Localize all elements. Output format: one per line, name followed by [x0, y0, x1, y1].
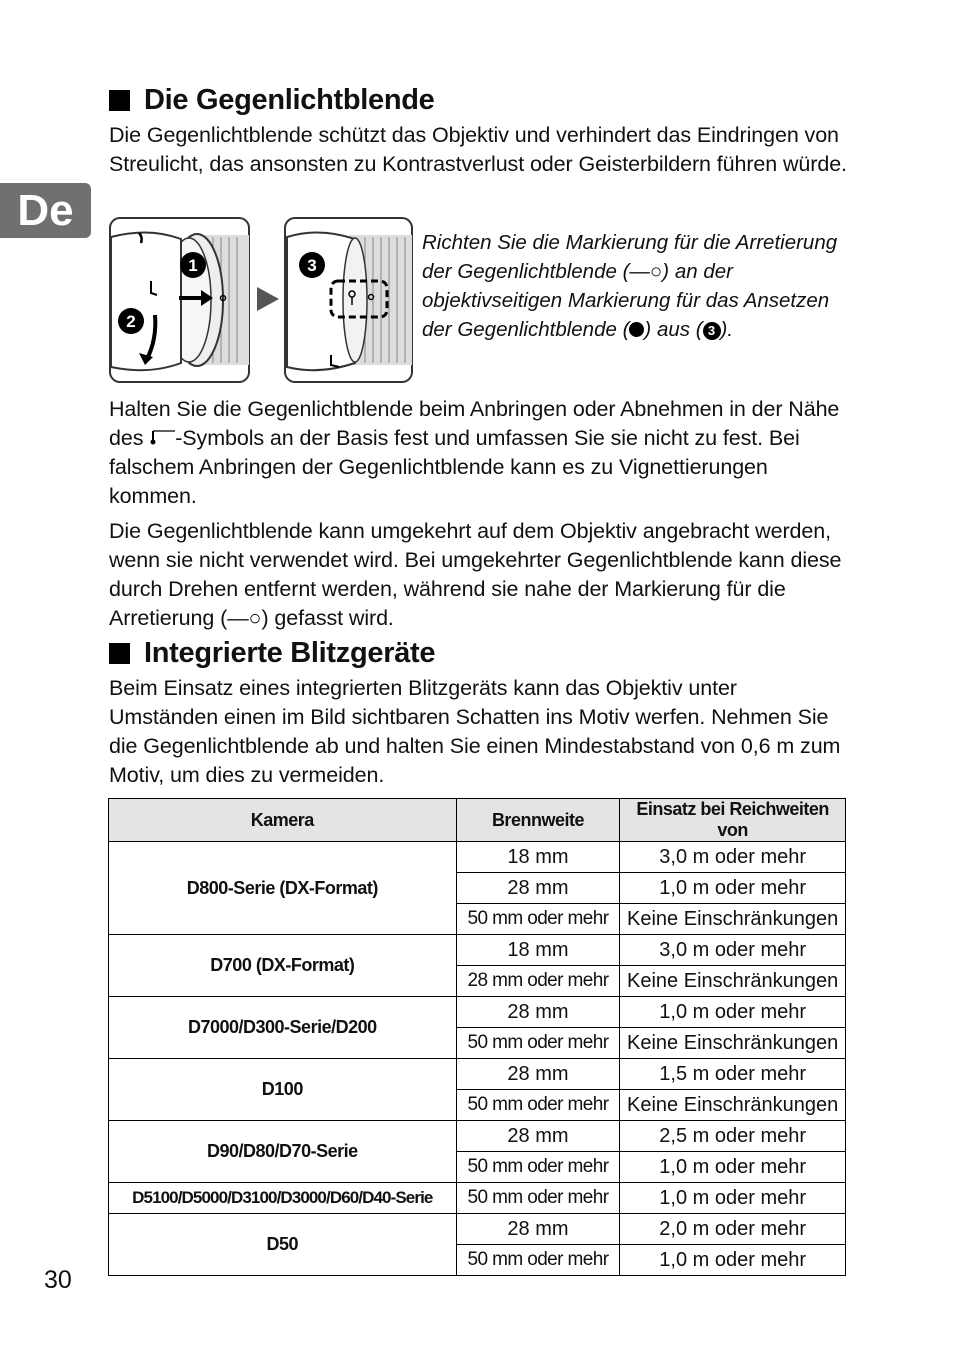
range-cell: 1,0 m oder mehr	[620, 873, 846, 904]
step-label: 1	[188, 256, 198, 275]
range-cell: 2,5 m oder mehr	[620, 1121, 846, 1152]
paragraph-text: Halten Sie die Gegenlichtblende beim Anbringen oder Abnehmen in der Nähe des	[109, 397, 840, 450]
focal-length-cell: 50 mm oder mehr	[456, 1090, 620, 1121]
camera-cell: D7000/D300-Serie/D200	[109, 997, 457, 1059]
focal-length-cell: 28 mm	[456, 997, 620, 1028]
focal-length-cell: 50 mm oder mehr	[456, 1152, 620, 1183]
column-header-camera: Kamera	[109, 799, 457, 842]
focal-length-cell: 50 mm oder mehr	[456, 1183, 620, 1214]
caption-text: Richten Sie die Markierung für die Arretierung der Gegenlichtblende (—○) an der objektivseitigen Markierung für das Ansetzen der Gegenlichtblende (	[422, 231, 838, 341]
camera-cell: D5100/D5000/D3100/D3000/D60/D40-Serie	[109, 1183, 457, 1214]
range-cell: 1,0 m oder mehr	[620, 1152, 846, 1183]
language-tab: De	[0, 183, 91, 238]
focal-length-cell: 50 mm oder mehr	[456, 1028, 620, 1059]
section-heading-builtin-flash	[109, 637, 435, 670]
table-row	[109, 997, 846, 1028]
filled-circle-icon	[629, 322, 644, 337]
column-header-range: Einsatz bei Reichweiten von	[620, 799, 846, 842]
focal-length-cell: 50 mm oder mehr	[456, 904, 620, 935]
lens-hood-intro: Die Gegenlichtblende schützt das Objektiv und verhindert das Eindringen von Streulicht, das ansonsten zu Kontrastverlust oder Geisterbildern führen würde.	[109, 123, 847, 176]
focal-length-cell: 28 mm oder mehr	[456, 966, 620, 997]
range-cell: Keine Einschränkungen	[620, 1028, 846, 1059]
range-cell: 1,0 m oder mehr	[620, 1245, 846, 1276]
attach-panel-right	[285, 218, 412, 382]
camera-cell: D700 (DX-Format)	[109, 935, 457, 997]
table-row	[109, 1214, 846, 1245]
illustration-caption	[422, 228, 850, 344]
paragraph-text: -Symbols an der Basis fest und umfassen Sie sie nicht zu fest. Bei falschem Anbringen der Gegenlichtblende kann es zu Vignettierungen kommen.	[109, 426, 800, 508]
camera-cell: D50	[109, 1214, 457, 1276]
lens-hood-illustration	[109, 217, 414, 384]
focal-length-cell: 28 mm	[456, 1214, 620, 1245]
focal-length-cell: 18 mm	[456, 842, 620, 873]
builtin-flash-intro: Beim Einsatz eines integrierten Blitzgeräts kann das Objektiv unter Umständen einen im Bild sichtbaren Schatten ins Motiv werfen. Nehmen Sie die Gegenlichtblende ab und halten Sie einen Mindestabstand von 0,6 m zum Motiv, um dies zu vermeiden.	[109, 676, 841, 787]
range-cell: 3,0 m oder mehr	[620, 935, 846, 966]
range-cell: 3,0 m oder mehr	[620, 842, 846, 873]
focal-length-cell: 18 mm	[456, 935, 620, 966]
section-heading-lens-hood	[109, 84, 435, 117]
mounting-mark-icon	[149, 424, 175, 440]
range-cell: 1,0 m oder mehr	[620, 1183, 846, 1214]
table-row	[109, 1183, 846, 1214]
focal-length-cell: 28 mm	[456, 873, 620, 904]
range-cell: Keine Einschränkungen	[620, 1090, 846, 1121]
table-header-row	[109, 799, 846, 842]
focal-length-cell: 50 mm oder mehr	[456, 1245, 620, 1276]
table-row	[109, 935, 846, 966]
range-cell: Keine Einschränkungen	[620, 904, 846, 935]
range-cell: 1,0 m oder mehr	[620, 997, 846, 1028]
table-row	[109, 842, 846, 873]
page-number: 30	[44, 1266, 72, 1294]
attach-panel-left	[110, 218, 249, 382]
range-cell: 2,0 m oder mehr	[620, 1214, 846, 1245]
square-bullet-icon	[109, 643, 130, 664]
camera-cell: D800-Serie (DX-Format)	[109, 842, 457, 935]
lens-hood-reverse-paragraph: Die Gegenlichtblende kann umgekehrt auf dem Objektiv angebracht werden, wenn sie nicht verwendet wird. Bei umgekehrter Gegenlichtblende kann diese durch Drehen entfernt werden, während sie nahe der Markierung für die Arretierung (—○) gefasst wird.	[109, 519, 842, 630]
focal-length-cell: 28 mm	[456, 1121, 620, 1152]
flash-distance-table	[108, 798, 846, 1276]
range-cell: Keine Einschränkungen	[620, 966, 846, 997]
range-cell: 1,5 m oder mehr	[620, 1059, 846, 1090]
table-row	[109, 1121, 846, 1152]
section-title: Integrierte Blitzgeräte	[144, 637, 436, 669]
step-label: 3	[307, 256, 317, 275]
square-bullet-icon	[109, 90, 130, 111]
caption-text: ) aus (	[644, 318, 703, 341]
lens-hood-handling-paragraph	[109, 395, 849, 511]
step-badge: 3	[703, 322, 721, 340]
focal-length-cell: 28 mm	[456, 1059, 620, 1090]
section-title: Die Gegenlichtblende	[144, 84, 435, 116]
arrow-right-icon	[257, 287, 279, 311]
camera-cell: D90/D80/D70-Serie	[109, 1121, 457, 1183]
camera-cell: D100	[109, 1059, 457, 1121]
column-header-focal-length: Brennweite	[456, 799, 620, 842]
table-row	[109, 1059, 846, 1090]
caption-text: ).	[720, 318, 734, 341]
step-label: 2	[126, 312, 136, 331]
